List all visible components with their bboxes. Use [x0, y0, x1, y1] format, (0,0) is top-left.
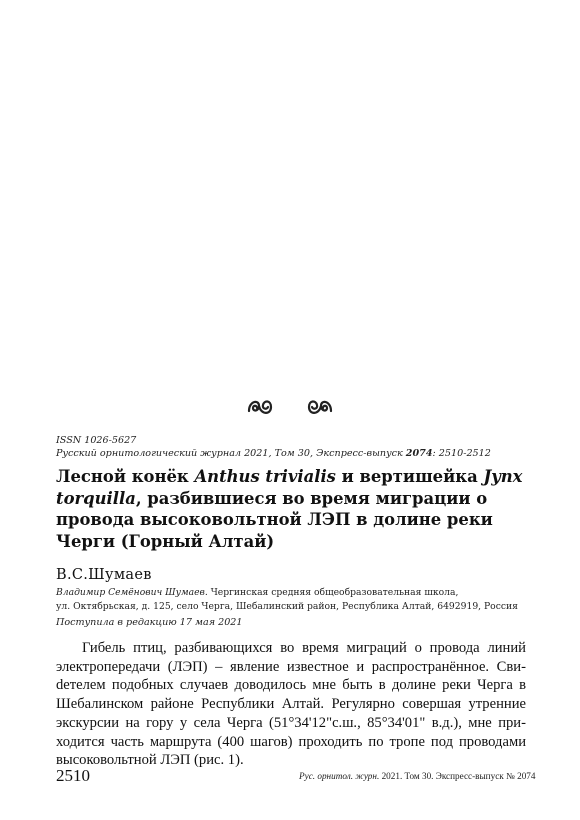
body-paragraph: Гибель птиц, разбивающихся во время миграций о провода линий электропередачи (ЛЭП) – явление известное и распространённое. Свиdетелем подобных случаев доводилось мне быть в долине реки Черга в Шебалинском районе Республики Алтай. Регулярно совершая утренние экскурсии на гору у села Черга (51°34'12"с.ш., 85°34'01" в.д.), мне приходится часть маршрута (400 шагов) проходить по тропе под проводами высоковольтной ЛЭП (рис. 1). [56, 640, 526, 769]
fleuron-right-icon [305, 388, 335, 423]
running-footer [299, 770, 536, 782]
issn-line: ISSN 1026-5627 [56, 435, 137, 446]
affiliation-address: ул. Октябрьская, д. 125, село Черга, Шебалинский район, Республика Алтай, 6492919, Россия [56, 600, 518, 612]
citation-pages: : 2510-2512 [432, 448, 491, 459]
author-name: В.С.Шумаев [56, 567, 152, 583]
title-part-3: , разбившиеся во время миграции о провода высоковольтной ЛЭП в долине реки Черги (Горный Алтай) [56, 488, 493, 551]
received-date: Поступила в редакцию 17 мая 2021 [56, 617, 243, 628]
title-species-2: Jynx torquilla [56, 467, 523, 508]
author-affiliation [56, 586, 536, 613]
title-part-2: и вертишейка [335, 467, 484, 486]
affiliation-person: Владимир Семёнович Шумаев [56, 587, 205, 598]
citation-line [56, 447, 536, 460]
section-ornament [0, 388, 580, 424]
fleuron-left-icon [245, 388, 285, 423]
title-species-1: Anthus trivialis [194, 467, 336, 486]
article-title [56, 466, 531, 552]
footer-issue-info: 2021. Том 30. Экспресс-выпуск № 2074 [379, 771, 536, 781]
affiliation-institution: . Чергинская средняя общеобразовательная школа, [204, 587, 459, 598]
title-part-1: Лесной конёк [56, 467, 195, 486]
affiliation-line-1 [56, 586, 536, 600]
footer-journal-abbrev: Рус. орнитол. журн. [299, 771, 380, 781]
page-number: 2510 [56, 766, 90, 785]
journal-header [56, 434, 536, 460]
citation-journal: Русский орнитологический журнал 2021, Том 30, Экспресс-выпуск [56, 448, 406, 459]
citation-issue-number: 2074 [405, 448, 433, 459]
